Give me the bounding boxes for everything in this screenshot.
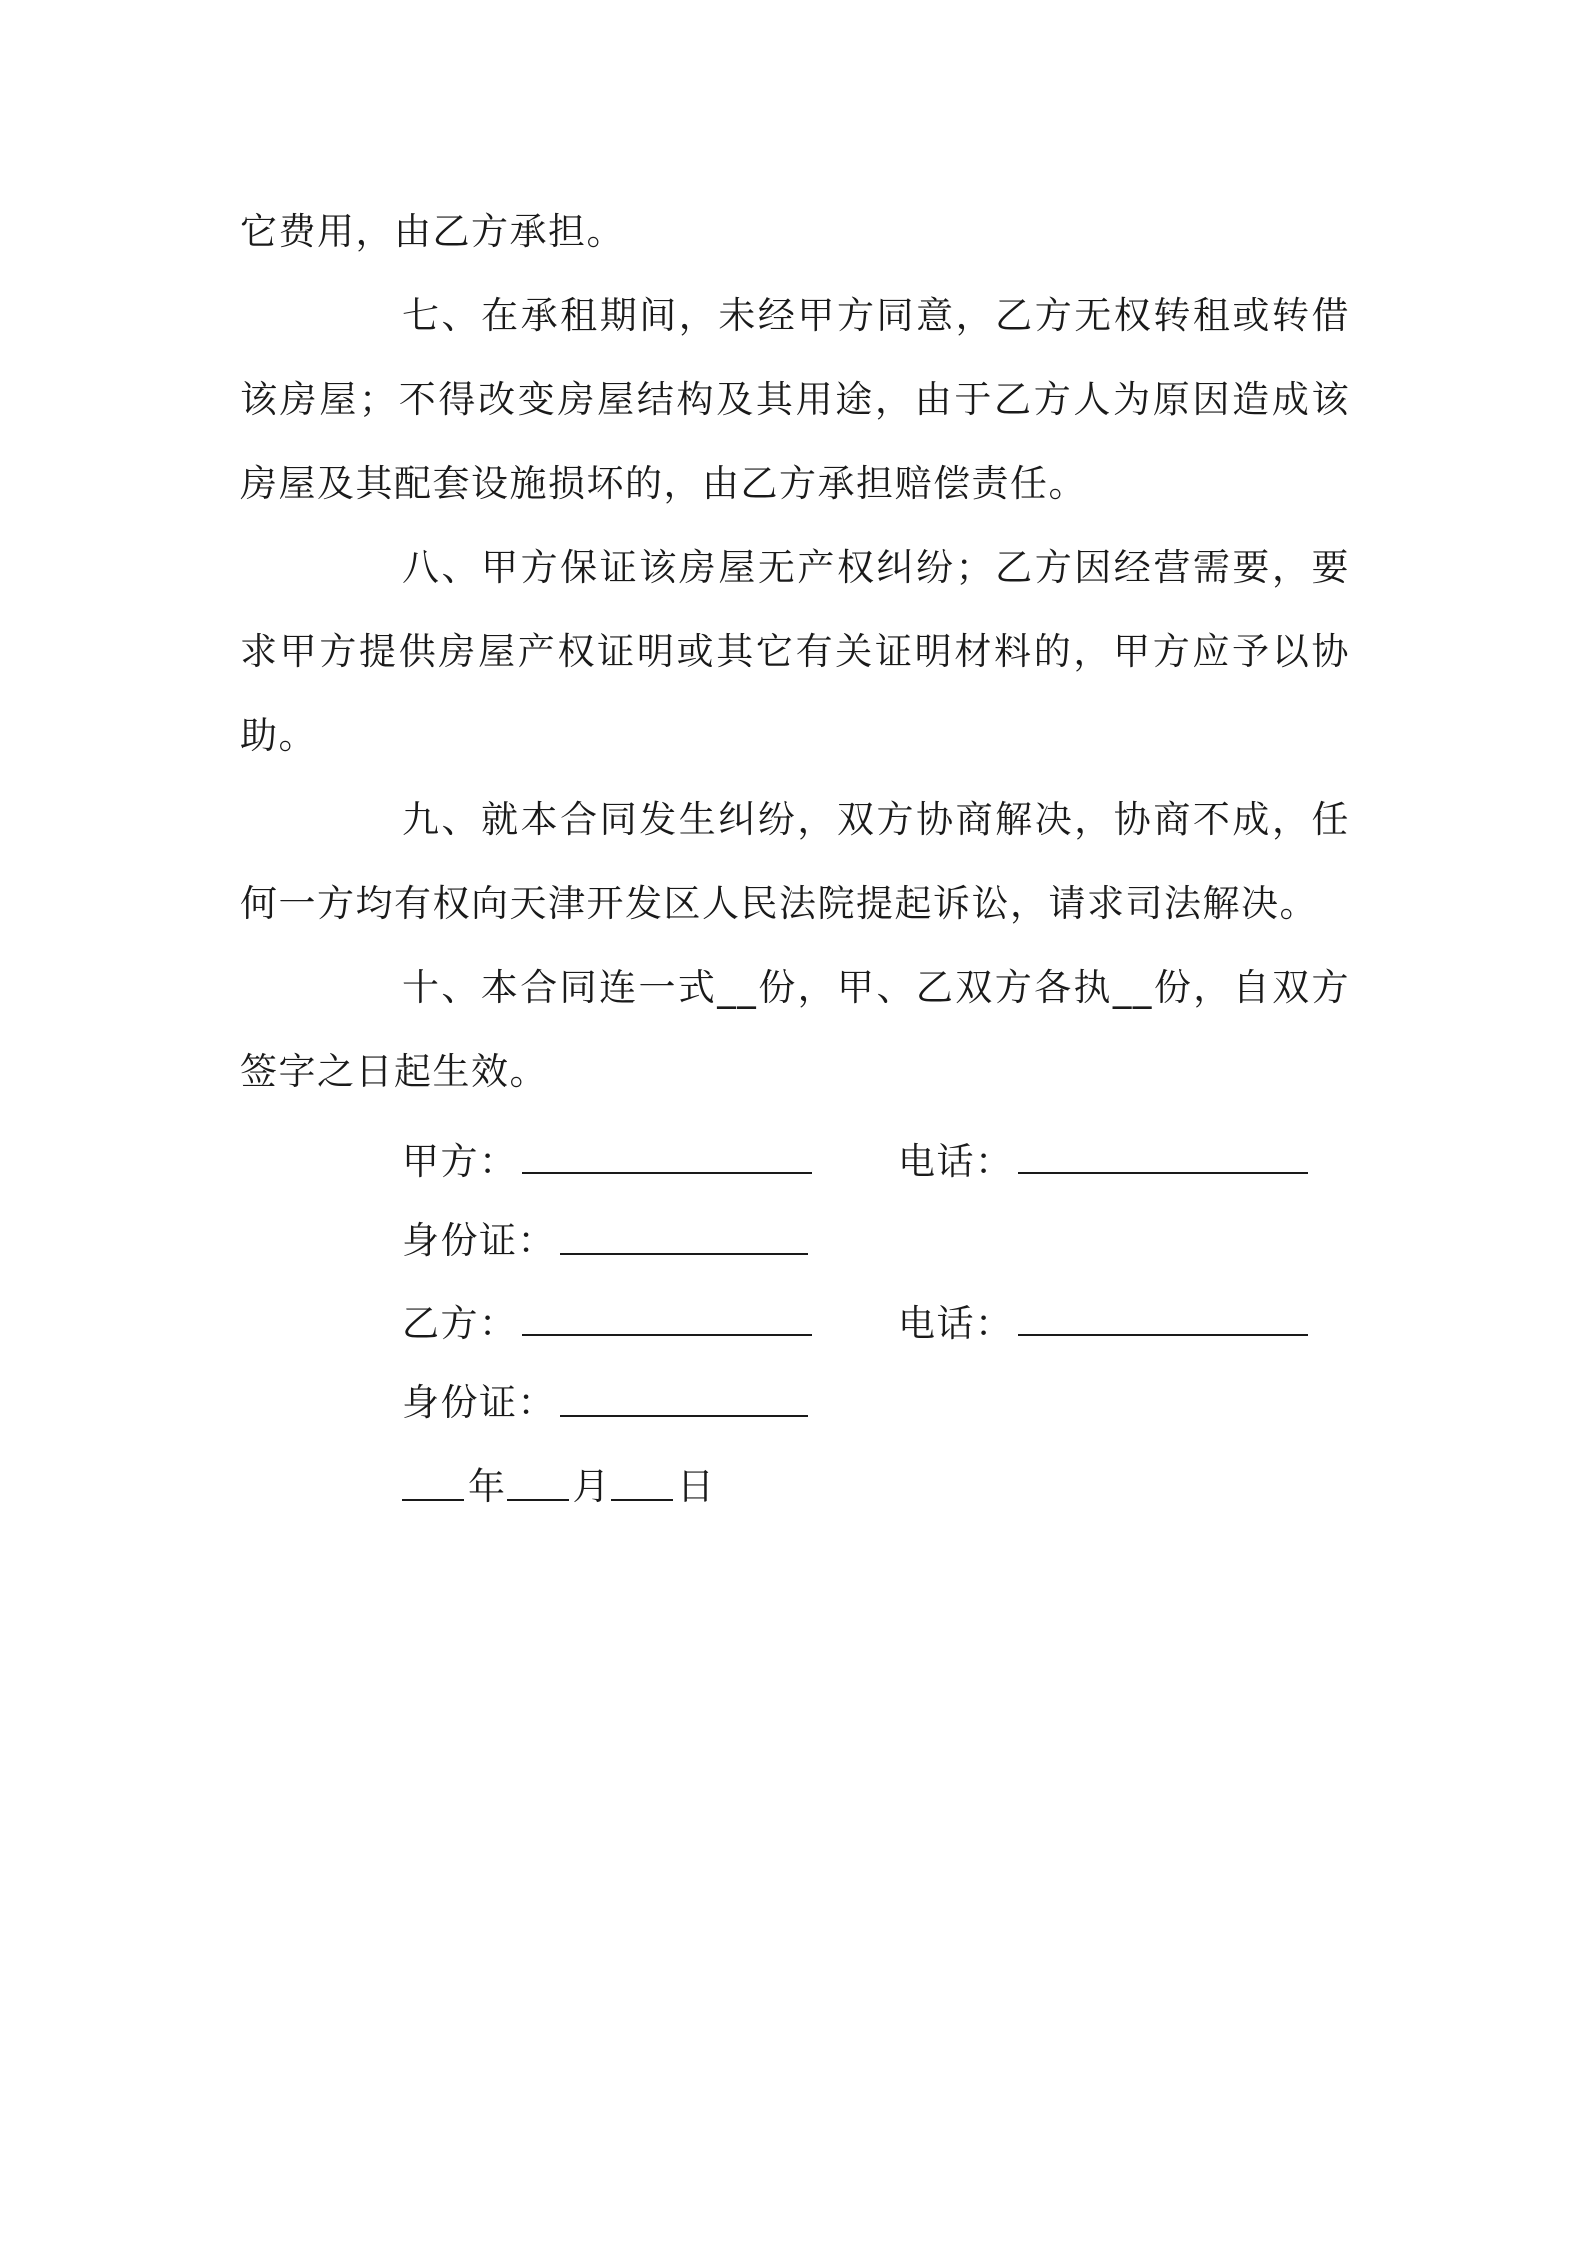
paragraph-continuation: 它费用，由乙方承担。 bbox=[240, 210, 625, 253]
paragraph-clause-10: 十、本合同连一式__份，甲、乙双方各执__份，自双方签字之日起生效。 bbox=[240, 966, 1350, 1093]
contract-body bbox=[240, 190, 1350, 1114]
paragraph-clause-8: 八、甲方保证该房屋无产权纠纷；乙方因经营需要，要求甲方提供房屋产权证明或其它有关证明材料的，甲方应予以协助。 bbox=[240, 546, 1350, 757]
id-a-label: 身份证： bbox=[402, 1219, 556, 1262]
year-label: 年 bbox=[468, 1465, 507, 1508]
date-row bbox=[402, 1438, 1362, 1528]
phone-a-blank[interactable] bbox=[1018, 1138, 1308, 1174]
party-b-row bbox=[402, 1280, 1362, 1360]
signature-block bbox=[402, 1118, 1362, 1528]
id-b-blank[interactable] bbox=[560, 1381, 808, 1417]
paragraph-clause-9: 九、就本合同发生纠纷，双方协商解决，协商不成，任何一方均有权向天津开发区人民法院提起诉讼，请求司法解决。 bbox=[240, 798, 1350, 925]
phone-a-label: 电话： bbox=[898, 1140, 1014, 1183]
phone-b-label: 电话： bbox=[898, 1302, 1014, 1345]
phone-b-blank[interactable] bbox=[1018, 1300, 1308, 1336]
party-b-blank[interactable] bbox=[522, 1300, 812, 1336]
id-b-label: 身份证： bbox=[402, 1381, 556, 1424]
day-label: 日 bbox=[677, 1465, 716, 1508]
party-a-blank[interactable] bbox=[522, 1138, 812, 1174]
id-a-row bbox=[402, 1198, 1362, 1276]
id-b-row bbox=[402, 1360, 1362, 1438]
month-blank[interactable] bbox=[507, 1465, 569, 1501]
party-b-label: 乙方： bbox=[402, 1302, 518, 1345]
month-label: 月 bbox=[572, 1465, 611, 1508]
year-blank[interactable] bbox=[402, 1465, 464, 1501]
party-a-label: 甲方： bbox=[402, 1140, 518, 1183]
paragraph-clause-7: 七、在承租期间，未经甲方同意，乙方无权转租或转借该房屋；不得改变房屋结构及其用途，由于乙方人为原因造成该房屋及其配套设施损坏的，由乙方承担赔偿责任。 bbox=[240, 294, 1350, 505]
party-a-row bbox=[402, 1118, 1362, 1198]
id-a-blank[interactable] bbox=[560, 1219, 808, 1255]
day-blank[interactable] bbox=[611, 1465, 673, 1501]
